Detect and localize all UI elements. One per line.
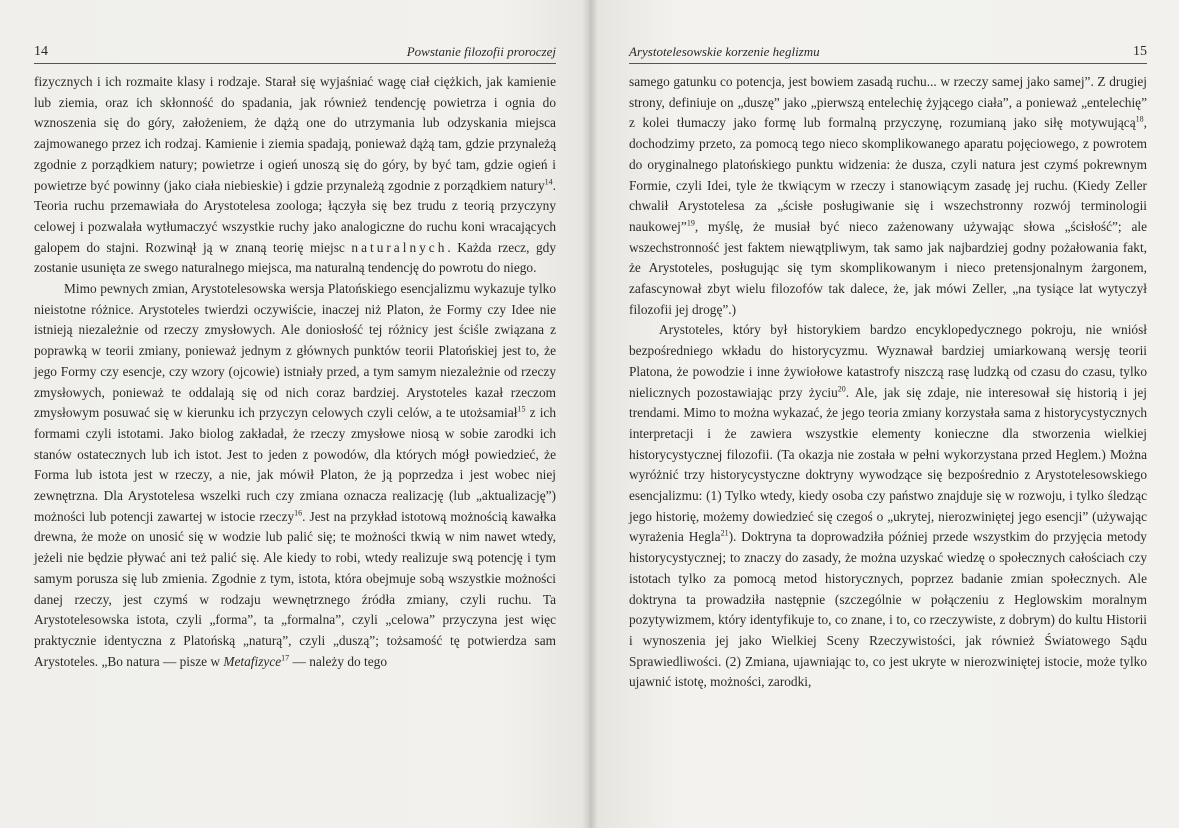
footnote-marker: 17 <box>281 653 290 663</box>
paragraph <box>34 72 556 279</box>
footnote-marker: 15 <box>517 404 526 414</box>
left-page-body <box>34 72 556 672</box>
right-page-number: 15 <box>1133 44 1147 59</box>
text-run: fizycznych i ich rozmaite klasy i rodzaje. Starał się wyjaśniać wagę ciał ciężkich, jak kamienie lub ziemia, oraz ich skłonność do spadania, jak również tendencję powietrza i ognia do wznoszenia się do góry, założeniem, że dążą one do utrzymania lub odzyskania miejsca zajmowanego przez ich rodzaj. Kamienie i ziemia spadają, ponieważ dążą tam, gdzie przynależą zgodnie z porządkiem natury; powietrze i ogień unoszą się do góry, by być tam, gdzie ogień i powietrze być powinny (jako ciała niebieskie) i gdzie przynależą zgodnie z porządkiem natury <box>34 74 556 193</box>
right-page-header <box>629 44 1147 62</box>
paragraph <box>629 320 1147 693</box>
footnote-marker: 16 <box>294 508 303 518</box>
text-run: ). Doktryna ta doprowadziła później przede wszystkim do przyjęcia metody historycystycznej; to znaczy do zasady, że można uzyskać wiedzę o społecznych całościach czy istotach tylko za pomocą metod historycznych, poprzez badanie zmian społecznych. Ale doktryna ta prowadziła następnie (szczególnie w połączeniu z Heglowskim moralnym pozytywizmem, który identyfikuje to, co znane, i to, co rzeczywiste, z dobrym) do kultu Historii i wynoszenia jej jako Wielkiej Sceny Rzeczywistości, jak również Światowego Sądu Sprawiedliwości. (2) Zmiana, ujawniając to, co jest ukryte w nierozwiniętej istocie, może tylko ujawnić istotę, możności, zarodki, <box>629 529 1147 690</box>
italic-title: Metafizyce <box>223 653 282 669</box>
text-run: . Teoria ruchu przemawiała do Arystotelesa zoologa; łączyła się bez trudu z teorią przyczyny celowej i pozwalała wytłumaczyć wszystkie ruchy jako analogiczne do ruchu koni wracających galopem do stajni. Rozwinął ją w znaną teorię miejsc <box>34 177 556 255</box>
left-header-rule <box>34 63 556 64</box>
spaced-emphasis: naturalnych <box>351 239 448 255</box>
text-run: , dochodzimy przeto, za pomocą tego nieco skomplikowanego aparatu pojęciowego, z powrotem do oryginalnego platońskiego punktu widzenia: że dusza, czyli natura jest czymś pokrewnym Formie, czyli Idei, tyle że tkwiącym w rzeczy i stanowiącym zasadę jej ruchu. (Kiedy Zeller chwalił Arystotelesa za „ścisłe posługiwanie się i wszechstronny rozwój terminologii naukowej” <box>629 115 1147 234</box>
text-run: samego gatunku co potencja, jest bowiem zasadą ruchu... w rzeczy samej jako samej”. Z drugiej strony, definiuje on „duszę” jako „pierwszą entelechię żyjącego ciała”, a ponieważ „entelechię” z kolei tłumaczy jako formę lub formalną przyczynę, rozumianą jako siłę motywującą <box>629 74 1147 131</box>
footnote-marker: 18 <box>1135 114 1144 124</box>
left-page <box>0 0 589 828</box>
footnote-marker: 21 <box>720 529 729 539</box>
text-run: . Jest na przykład istotową możnością kawałka drewna, że może on unosić się w wodzie lub palić się; te możności tkwią w nim nawet wtedy, jeżeli nie będzie pływać ani też palić się. Ale kiedy to robi, wtedy realizuje swą potencję i tym samym porusza się lub zmienia. Zgodnie z tym, istota, która obejmuje sobą wszystkie możności danej rzeczy, jest czymś w rodzaju wewnętrznego źródła zmiany, czyli ruchu. Ta Arystotelesowska istota, czyli „forma”, ta „formalna”, czyli „celowa” przyczyna jest więc praktycznie identyczna z Platońską „naturą”, czyli „duszą”; tożsamość tę potwierdza sam Arystoteles. „Bo natura — pisze w <box>34 508 556 669</box>
right-page <box>589 0 1179 828</box>
right-header-rule <box>629 63 1147 64</box>
text-run: . Każda rzecz, gdy zostanie usunięta ze swego naturalnego miejsca, ma naturalną tendencję do powrotu do niego. <box>34 239 556 276</box>
footnote-marker: 19 <box>686 218 695 228</box>
footnote-marker: 20 <box>837 384 846 394</box>
right-running-title: Arystotelesowskie korzenie heglizmu <box>629 44 820 59</box>
footnote-marker: 14 <box>544 177 553 187</box>
right-page-body <box>629 72 1147 693</box>
left-page-header <box>34 44 556 62</box>
text-run: Mimo pewnych zmian, Arystotelesowska wersja Platońskiego esencjalizmu wykazuje tylko nieistotne różnice. Arystoteles twierdzi oczywiście, inaczej niż Platon, że Formy czy Idee nie istnieją niezależnie od rzeczy zmysłowych. Ale doniosłość tej różnicy jest ściśle związana z poprawką w teorii zmiany, ponieważ jednym z głównych punktów teorii Platońskiej jest to, że jego Formy czy esencje, czy wzory (ojcowie) istniały przed, a tym samym niezależnie od rzeczy zmysłowych, ponieważ te oddalają się od nich coraz bardziej. Arystoteles kazał rzeczom zmysłowym posuwać się w kierunku ich przyczyn celowych czyli celów, a te utożsamiał <box>34 281 556 421</box>
text-run: z ich formami czyli istotami. Jako biolog zakładał, że rzeczy zmysłowe niosą w sobie zarodki ich stanów ostatecznych lub ich istot. Jest to jeden z powodów, dla których mógł powiedzieć, że Forma lub istota jest w rzeczy, a nie, jak mówił Platon, że ją poprzedza i jest wobec niej zewnętrzna. Dla Arystotelesa wszelki ruch czy zmiana oznacza realizację (lub „aktualizację”) możności lub potencji zawartej w istocie rzeczy <box>34 405 556 524</box>
paragraph <box>34 279 556 672</box>
left-running-title: Powstanie filozofii proroczej <box>406 44 556 59</box>
text-run: , myślę, że musiał być nieco zażenowany używając słowa „ścisłość”; ale wszechstronność jest faktem niewątpliwym, tak samo jak najbardziej godny pożałowania fakt, że Arystoteles, posługując się tym skomplikowanym i nieco pretensjonalnym żargonem, zafascynował zbyt wielu filozofów tak dalece, że, jak mówi Zeller, „na tysiące lat wytyczył filozofii jej drogę”.) <box>629 218 1147 317</box>
left-page-number: 14 <box>34 44 48 59</box>
book-gutter-shadow <box>582 0 598 828</box>
text-run: Arystoteles, który był historykiem bardzo encyklopedycznego pokroju, nie wniósł bezpośredniego wkładu do historycyzmu. Wyznawał bardziej umiarkowaną wersję teorii Platona, że powodzie i inne żywiołowe katastrofy niszczą rasę ludzką od czasu do czasu, tylko nielicznych pozostawiając przy życiu <box>629 322 1147 400</box>
text-run: — należy do tego <box>289 653 387 669</box>
paragraph <box>629 72 1147 320</box>
text-run: . Ale, jak się zdaje, nie interesował się historią i jej trendami. Mimo to można wykazać, że jego teoria zmiany korzystała sama z historycystycznych interpretacji i że zawiera wszystkie elementy konieczne dla stworzenia wielkiej historycystycznej filozofii. (Ta okazja nie została w pełni wykorzystana przed Heglem.) Można wyróżnić trzy historycystyczne doktryny wywodzące się bezpośrednio z Arystotelesowskiego esencjalizmu: (1) Tylko wtedy, kiedy osoba czy państwo znajduje się w rozwoju, i tylko śledząc jego historię, możemy dowiedzieć się czegoś o „ukrytej, nierozwiniętej jego esencji” (używając wyrażenia Hegla <box>629 384 1147 545</box>
